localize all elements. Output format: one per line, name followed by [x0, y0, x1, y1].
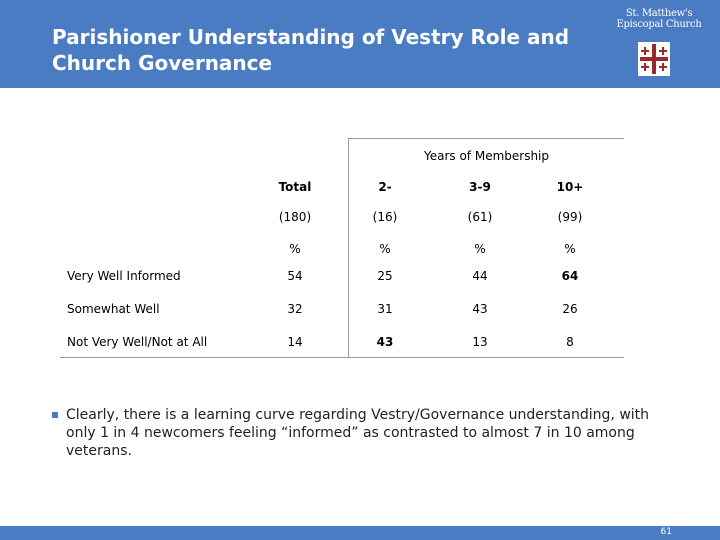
base-3-9: (61) [467, 210, 493, 224]
table-cell-highlight: 43 [376, 335, 394, 349]
table-cell: 43 [472, 302, 488, 316]
table-divider-vertical [348, 172, 349, 358]
column-header-2: 2- [378, 180, 392, 194]
table-cell: 25 [377, 269, 393, 283]
table-cell: 54 [287, 269, 303, 283]
cross-icon [638, 42, 670, 76]
base-total: (180) [278, 210, 312, 224]
table-cell-highlight: 64 [561, 269, 579, 283]
table-cell: 8 [566, 335, 574, 349]
pct-symbol: % [564, 242, 576, 256]
row-label-very-well-informed: Very Well Informed [67, 269, 181, 283]
table-cell: 31 [377, 302, 393, 316]
row-label-somewhat-well: Somewhat Well [67, 302, 160, 316]
table-divider-bottom [60, 357, 624, 358]
table-cell: 44 [472, 269, 488, 283]
years-of-membership-header [348, 138, 624, 172]
pct-symbol: % [379, 242, 391, 256]
logo-text [604, 8, 714, 30]
logo-line-1: St. Matthew's [625, 8, 693, 19]
slide-header [0, 0, 720, 88]
slide-footer [0, 526, 720, 540]
base-10plus: (99) [557, 210, 583, 224]
table-cell: 26 [562, 302, 578, 316]
summary-bullet [52, 406, 652, 460]
column-header-10plus: 10+ [556, 180, 584, 194]
slide-title: Parishioner Understanding of Vestry Role and Church Governance [52, 25, 570, 75]
table-cell: 14 [287, 335, 303, 349]
bullet-square-icon [52, 412, 58, 418]
bullet-text: Clearly, there is a learning curve regarding Vestry/Governance understanding, with only 1 in 4 newcomers feeling “informed” as contrasted to almost 7 in 10 among veterans. [66, 407, 650, 459]
pct-symbol: % [474, 242, 486, 256]
church-logo [604, 8, 714, 82]
membership-table [60, 138, 624, 358]
table-cell: 32 [287, 302, 303, 316]
base-2: (16) [372, 210, 398, 224]
row-label-not-very-well: Not Very Well/Not at All [67, 335, 208, 349]
group-header-label: Years of Membership [423, 149, 550, 163]
pct-symbol: % [289, 242, 301, 256]
table-cell: 13 [472, 335, 488, 349]
column-header-total: Total [278, 180, 312, 194]
page-number: 61 [660, 527, 672, 537]
column-header-3-9: 3-9 [469, 180, 491, 194]
logo-line-2: Episcopal Church [616, 19, 702, 30]
